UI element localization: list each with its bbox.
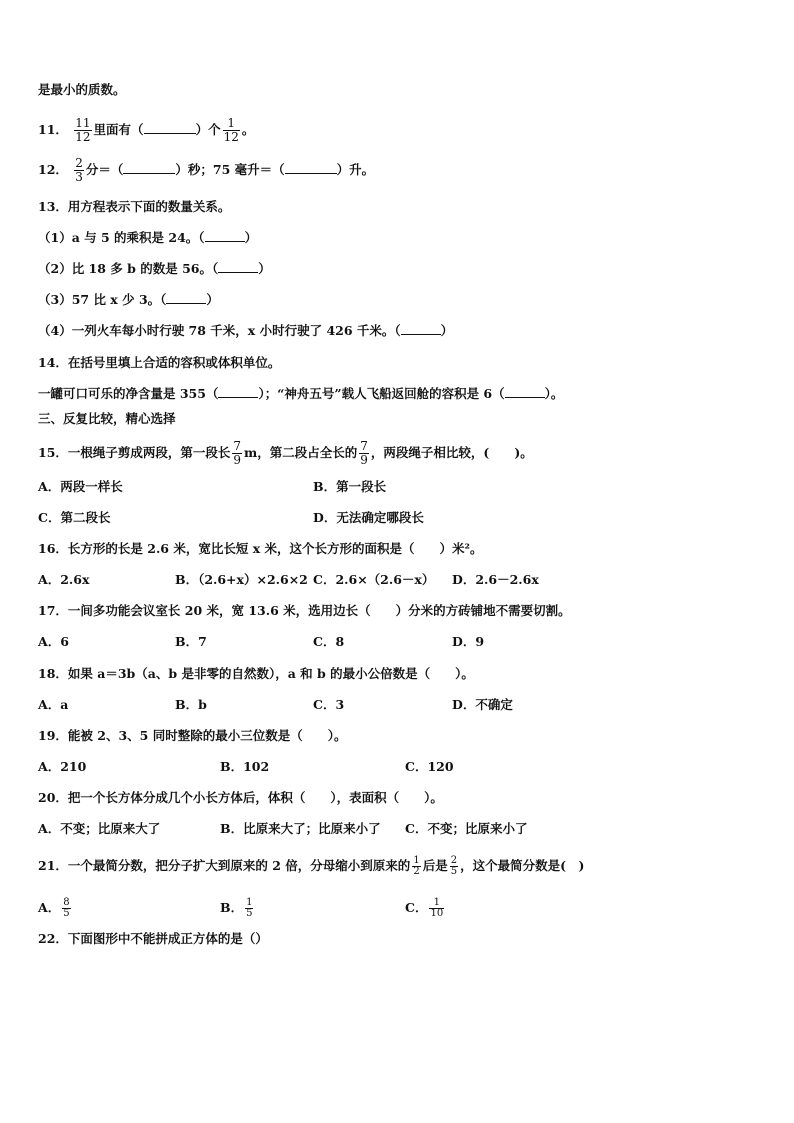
- q20-option-b[interactable]: B．比原来大了；比原来小了: [220, 821, 381, 836]
- q11-fraction-2: $\frac{1}{12}$: [223, 116, 239, 144]
- q17-option-c[interactable]: C．8: [313, 634, 345, 649]
- q18-option-b[interactable]: B．b: [175, 697, 207, 712]
- q13-blank-2[interactable]: [218, 261, 258, 273]
- q13-blank-4[interactable]: [401, 323, 441, 335]
- q18-option-d[interactable]: D．不确定: [452, 697, 513, 712]
- q20-option-c[interactable]: C．不变；比原来小了: [405, 821, 528, 836]
- section-3-heading: 三、反复比较，精心选择: [38, 411, 176, 426]
- q20-stem: 20．把一个长方体分成几个小长方体后，体积（ ），表面积（ ）。: [38, 790, 443, 805]
- q11-fraction-1: $\frac{11}{12}$: [75, 116, 91, 144]
- q17-stem: 17．一间多功能会议室长 20 米，宽 13.6 米，选用边长（ ）分米的方砖铺地不需要切割。: [38, 603, 571, 618]
- q15-option-d[interactable]: D．无法确定哪段长: [313, 510, 424, 525]
- question-12: 12． $\frac{2}{3}$ 分＝（ ）秒；75 毫升＝（ ）升。: [38, 156, 375, 184]
- q14-blank-2[interactable]: [505, 386, 545, 398]
- q16-option-c[interactable]: C．2.6×（2.6－x）: [313, 572, 435, 587]
- question-11: 11． $\frac{11}{12}$ 里面有（ ）个 $\frac{1}{12}$ 。: [38, 116, 255, 144]
- q17-option-a[interactable]: A．6: [38, 634, 69, 649]
- q16-option-b[interactable]: B．（2.6+x）×2.6×2: [175, 572, 308, 587]
- q10-tail: 是最小的质数。: [38, 82, 126, 97]
- q21-option-b-fraction: $\frac{1}{5}$: [246, 897, 253, 919]
- question-21: 21．一个最简分数，把分子扩大到原来的 2 倍，分母缩小到原来的 $\frac{1}{2}$ 后是 $\frac{2}{5}$ ，这个最简分数是( ): [38, 855, 585, 877]
- q13-item-2: （2）比 18 多 b 的数是 56。（ ）: [38, 261, 271, 276]
- q16-stem: 16．长方形的长是 2.6 米，宽比长短 x 米，这个长方形的面积是（ ）米²。: [38, 541, 483, 556]
- q15-option-b[interactable]: B．第一段长: [313, 479, 387, 494]
- q13-item-4: （4）一列火车每小时行驶 78 千米，x 小时行驶了 426 千米。（ ）: [38, 323, 454, 338]
- q15-option-a[interactable]: A．两段一样长: [38, 479, 123, 494]
- q21-option-c[interactable]: C． $\frac{1}{10}$: [405, 897, 444, 919]
- q22-stem: 22．下面图形中不能拼成正方体的是（）: [38, 931, 268, 946]
- q18-option-a[interactable]: A．a: [38, 697, 69, 712]
- q21-option-a-fraction: $\frac{8}{5}$: [63, 897, 70, 919]
- q15-fraction-2: $\frac{7}{9}$: [360, 439, 368, 467]
- q12-blank-1[interactable]: [123, 162, 175, 174]
- q19-option-b[interactable]: B．102: [220, 759, 270, 774]
- q13-blank-1[interactable]: [205, 230, 245, 242]
- q20-option-a[interactable]: A．不变；比原来大了: [38, 821, 161, 836]
- q21-option-a[interactable]: A． $\frac{8}{5}$: [38, 897, 70, 919]
- q17-option-d[interactable]: D．9: [452, 634, 485, 649]
- q13-stem: 13．用方程表示下面的数量关系。: [38, 199, 231, 214]
- q18-option-c[interactable]: C．3: [313, 697, 345, 712]
- q12-fraction: $\frac{2}{3}$: [75, 156, 83, 184]
- q19-stem: 19．能被 2、3、5 同时整除的最小三位数是（ ）。: [38, 728, 347, 743]
- q14-blank-1[interactable]: [218, 386, 258, 398]
- question-15: 15．一根绳子剪成两段，第一段长 $\frac{7}{9}$ m，第二段占全长的 $\frac{7}{9}$ ，两段绳子相比较，( )。: [38, 439, 533, 467]
- q21-fraction-1: $\frac{1}{2}$: [413, 855, 420, 877]
- q17-option-b[interactable]: B．7: [175, 634, 207, 649]
- q11-blank[interactable]: [144, 122, 196, 134]
- q21-option-b[interactable]: B． $\frac{1}{5}$: [220, 897, 253, 919]
- q14-stem: 14．在括号里填上合适的容积或体积单位。: [38, 355, 281, 370]
- q12-blank-2[interactable]: [285, 162, 337, 174]
- q15-option-c[interactable]: C．第二段长: [38, 510, 111, 525]
- q18-stem: 18．如果 a＝3b（a、b 是非零的自然数），a 和 b 的最小公倍数是（ ）。: [38, 666, 474, 681]
- q16-option-d[interactable]: D．2.6－2.6x: [452, 572, 539, 587]
- q19-option-a[interactable]: A．210: [38, 759, 87, 774]
- q15-fraction-1: $\frac{7}{9}$: [233, 439, 242, 467]
- q14-body: 一罐可口可乐的净含量是 355（ ）；“神舟五号”载人飞船返回舱的容积是 6（ ）。: [38, 386, 564, 401]
- q21-option-c-fraction: $\frac{1}{10}$: [430, 897, 444, 919]
- q13-blank-3[interactable]: [166, 292, 206, 304]
- q16-option-a[interactable]: A．2.6x: [38, 572, 90, 587]
- q21-fraction-2: $\frac{2}{5}$: [450, 855, 458, 877]
- q11-number: 11．: [38, 122, 68, 137]
- q13-item-3: （3）57 比 x 少 3。（ ）: [38, 292, 219, 307]
- q19-option-c[interactable]: C．120: [405, 759, 454, 774]
- q13-item-1: （1）a 与 5 的乘积是 24。（ ）: [38, 230, 258, 245]
